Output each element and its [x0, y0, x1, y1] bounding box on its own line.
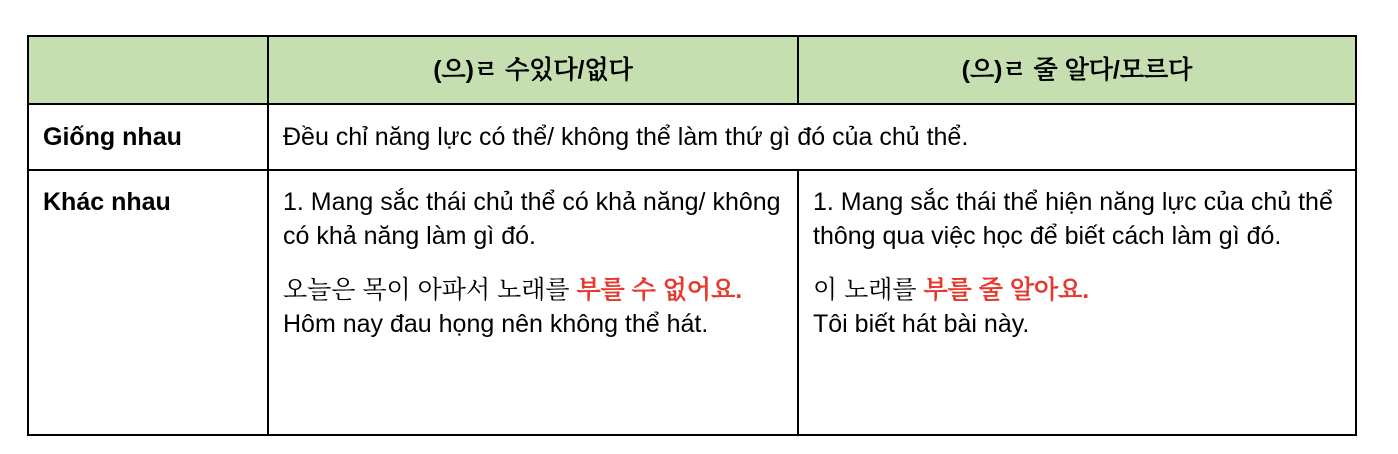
- header-col-su-itda: (으)ㄹ 수있다/없다: [268, 36, 798, 104]
- example-highlight: 부를 수 없어요.: [576, 276, 743, 304]
- difference-row: [28, 170, 1356, 435]
- example-translation-su-itda: Hôm nay đau họng nên không thể hát.: [283, 310, 709, 338]
- description-su-itda: 1. Mang sắc thái chủ thể có khả năng/ không có khả năng làm gì đó.: [283, 188, 781, 250]
- header-corner-cell: [28, 36, 268, 104]
- example-prefix: 이 노래를: [813, 276, 924, 304]
- example-translation-jul-alda: Tôi biết hát bài này.: [813, 310, 1030, 338]
- difference-label: Khác nhau: [28, 170, 268, 435]
- header-col-jul-alda: (으)ㄹ 줄 알다/모르다: [798, 36, 1356, 104]
- similarity-label: Giống nhau: [28, 104, 268, 170]
- example-highlight: 부를 줄 알아요.: [923, 276, 1090, 304]
- difference-cell-jul-alda: [798, 170, 1356, 435]
- example-korean-su-itda: [283, 273, 783, 307]
- example-prefix: 오늘은 목이 아파서 노래를: [283, 276, 577, 304]
- similarity-row: [28, 104, 1356, 170]
- example-korean-jul-alda: [813, 273, 1341, 307]
- difference-cell-su-itda: [268, 170, 798, 435]
- header-row: [28, 36, 1356, 104]
- description-jul-alda: 1. Mang sắc thái thể hiện năng lực của chủ thể thông qua việc học để biết cách làm gì đó.: [813, 188, 1333, 250]
- grammar-comparison-table: [27, 35, 1357, 436]
- similarity-text: Đều chỉ năng lực có thể/ không thể làm thứ gì đó của chủ thể.: [268, 104, 1356, 170]
